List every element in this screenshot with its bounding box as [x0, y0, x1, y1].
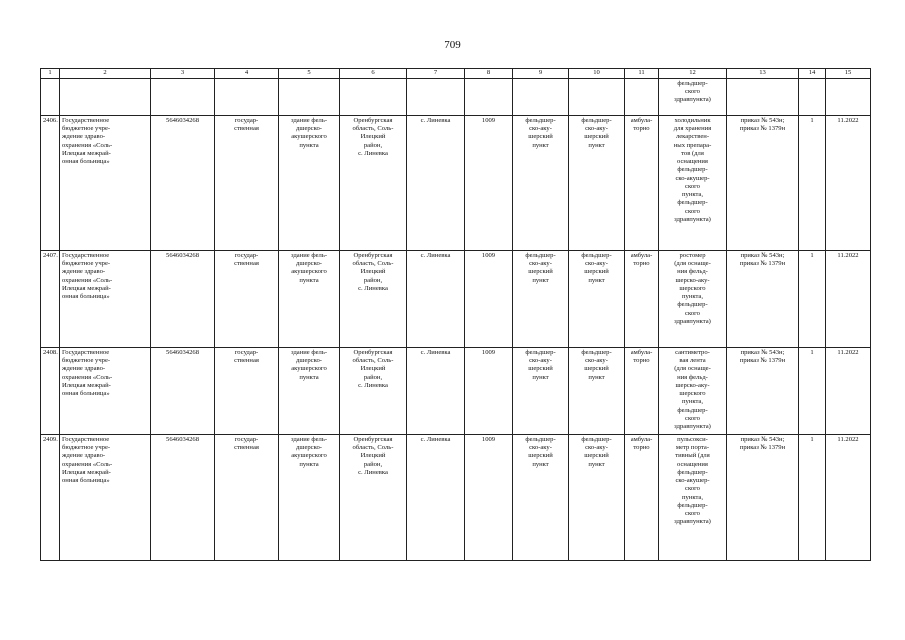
column-header: 15	[826, 69, 871, 79]
column-header: 4	[215, 69, 279, 79]
table-row	[41, 116, 871, 251]
order-cell: приказ № 543н; приказ № 1379н	[727, 251, 799, 348]
column-header: 5	[279, 69, 340, 79]
organization-cell: Государственное бюджетное учре- ждение здраво- охранения «Соль- Илецкая межрай- онная больница»	[60, 348, 151, 435]
inn-cell: 5646034268	[151, 348, 215, 435]
ownership-cell: государ- ственная	[215, 251, 279, 348]
column-header: 1	[41, 69, 60, 79]
organization-cell: Государственное бюджетное учре- ждение здраво- охранения «Соль- Илецкая межрай- онная больница»	[60, 435, 151, 561]
settlement-cell: с. Линевка	[407, 348, 465, 435]
building-cell: здание фель- дшерско- акушерского пункта	[279, 251, 340, 348]
equipment-cell: холодильник для хранения лекарствен- ных препара- тов (для оснащения фельдшер- ско-акушер- ского пункта, фельдшер- ского здравпункта)	[659, 116, 727, 251]
continuation-equipment: фельдшер- ского здравпункта)	[659, 79, 727, 116]
address-cell: Оренбургская область, Соль- Илецкий район, с. Линевка	[340, 116, 407, 251]
unit-cell: фельдшер- ско-аку- шерский пункт	[513, 348, 569, 435]
equipment-cell: ростомер (для оснаще- ния фельд- шерско-аку- шерского пункта, фельдшер- ского здравпункта)	[659, 251, 727, 348]
care-cell: амбула- торно	[625, 251, 659, 348]
unit2-cell: фельдшер- ско-аку- шерский пункт	[569, 435, 625, 561]
column-header: 14	[799, 69, 826, 79]
unit2-cell: фельдшер- ско-аку- шерский пункт	[569, 348, 625, 435]
settlement-cell: с. Линевка	[407, 435, 465, 561]
table-row	[41, 435, 871, 561]
unit2-cell: фельдшер- ско-аку- шерский пункт	[569, 116, 625, 251]
care-cell: амбула- торно	[625, 348, 659, 435]
column-header: 11	[625, 69, 659, 79]
ownership-cell: государ- ственная	[215, 348, 279, 435]
care-cell: амбула- торно	[625, 435, 659, 561]
address-cell: Оренбургская область, Соль- Илецкий район, с. Линевка	[340, 435, 407, 561]
building-cell: здание фель- дшерско- акушерского пункта	[279, 348, 340, 435]
page-number: 709	[444, 39, 461, 51]
row-number: 2409.	[41, 435, 60, 561]
continuation-row	[41, 79, 871, 116]
column-header: 10	[569, 69, 625, 79]
code-cell: 1009	[465, 435, 513, 561]
address-cell: Оренбургская область, Соль- Илецкий район, с. Линевка	[340, 348, 407, 435]
inn-cell: 5646034268	[151, 116, 215, 251]
column-header: 6	[340, 69, 407, 79]
unit-cell: фельдшер- ско-аку- шерский пункт	[513, 251, 569, 348]
date-cell: 11.2022	[826, 435, 871, 561]
column-header: 3	[151, 69, 215, 79]
equipment-table	[40, 68, 871, 561]
date-cell: 11.2022	[826, 251, 871, 348]
building-cell: здание фель- дшерско- акушерского пункта	[279, 116, 340, 251]
unit-cell: фельдшер- ско-аку- шерский пункт	[513, 435, 569, 561]
date-cell: 11.2022	[826, 116, 871, 251]
table-row	[41, 348, 871, 435]
row-number: 2406.	[41, 116, 60, 251]
settlement-cell: с. Линевка	[407, 251, 465, 348]
ownership-cell: государ- ственная	[215, 435, 279, 561]
column-header: 12	[659, 69, 727, 79]
code-cell: 1009	[465, 251, 513, 348]
column-header: 7	[407, 69, 465, 79]
organization-cell: Государственное бюджетное учре- ждение здраво- охранения «Соль- Илецкая межрай- онная больница»	[60, 251, 151, 348]
organization-cell: Государственное бюджетное учре- ждение здраво- охранения «Соль- Илецкая межрай- онная больница»	[60, 116, 151, 251]
date-cell: 11.2022	[826, 348, 871, 435]
equipment-cell: пульсокси- метр порта- тивный (для оснащения фельдшер- ско-акушер- ского пункта, фельдшер- ского здравпункта)	[659, 435, 727, 561]
ownership-cell: государ- ственная	[215, 116, 279, 251]
quantity-cell: 1	[799, 116, 826, 251]
row-number: 2408.	[41, 348, 60, 435]
equipment-cell: сантиметро- вая лента (для оснаще- ния фельд- шерско-аку- шерского пункта, фельдшер- ского здравпункта)	[659, 348, 727, 435]
building-cell: здание фель- дшерско- акушерского пункта	[279, 435, 340, 561]
quantity-cell: 1	[799, 435, 826, 561]
column-header: 9	[513, 69, 569, 79]
column-header: 2	[60, 69, 151, 79]
inn-cell: 5646034268	[151, 251, 215, 348]
column-header: 13	[727, 69, 799, 79]
unit2-cell: фельдшер- ско-аку- шерский пункт	[569, 251, 625, 348]
inn-cell: 5646034268	[151, 435, 215, 561]
quantity-cell: 1	[799, 348, 826, 435]
order-cell: приказ № 543н; приказ № 1379н	[727, 435, 799, 561]
code-cell: 1009	[465, 348, 513, 435]
header-row	[41, 69, 871, 79]
quantity-cell: 1	[799, 251, 826, 348]
order-cell: приказ № 543н; приказ № 1379н	[727, 348, 799, 435]
table-row	[41, 251, 871, 348]
address-cell: Оренбургская область, Соль- Илецкий район, с. Линевка	[340, 251, 407, 348]
unit-cell: фельдшер- ско-аку- шерский пункт	[513, 116, 569, 251]
row-number: 2407.	[41, 251, 60, 348]
column-header: 8	[465, 69, 513, 79]
settlement-cell: с. Линевка	[407, 116, 465, 251]
order-cell: приказ № 543н; приказ № 1379н	[727, 116, 799, 251]
care-cell: амбула- торно	[625, 116, 659, 251]
code-cell: 1009	[465, 116, 513, 251]
